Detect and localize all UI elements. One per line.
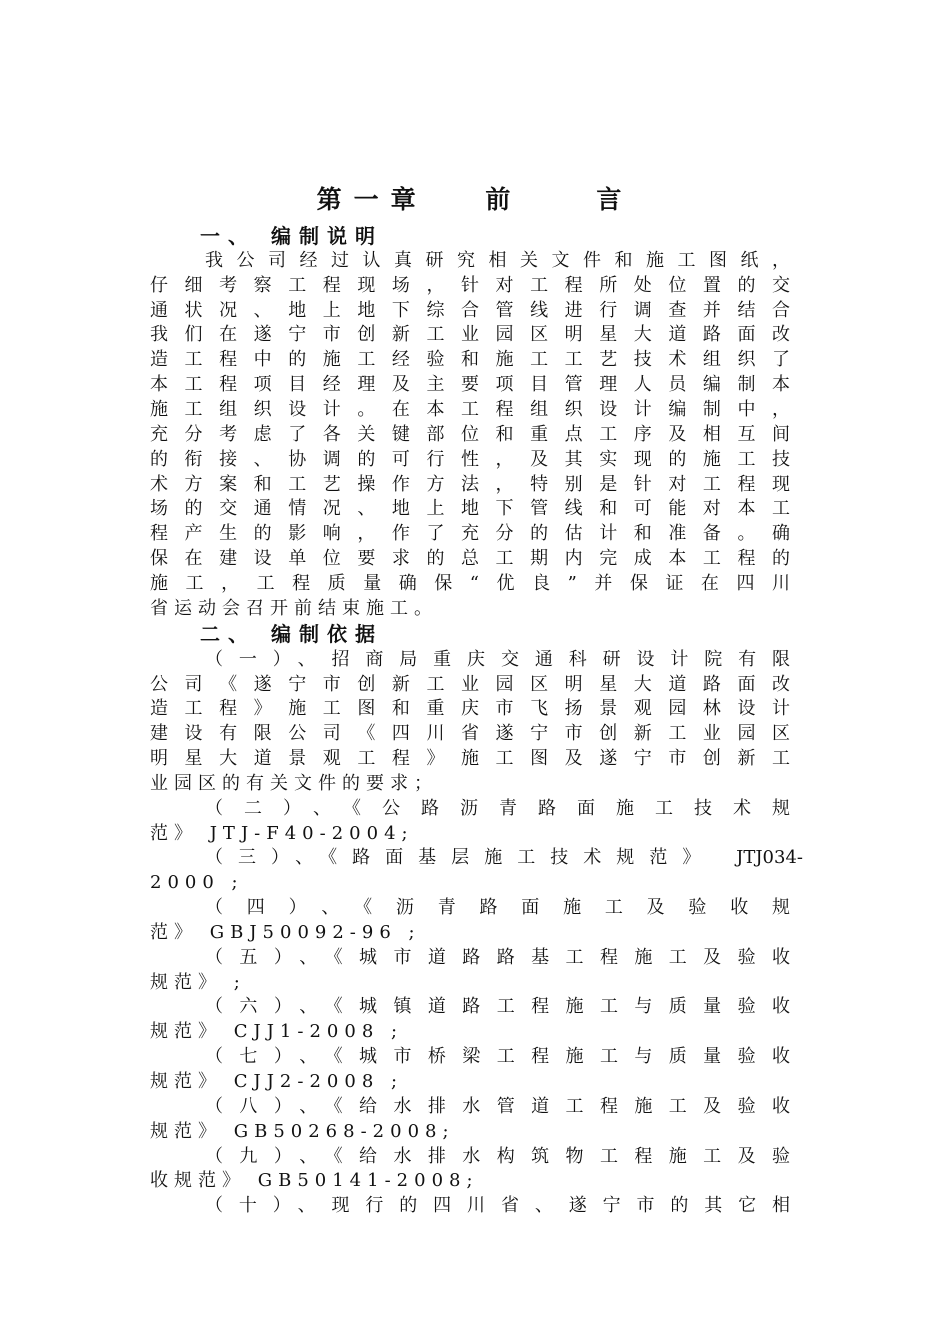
paragraph-line: 明星大道景观工程》施工图及遂宁市创新工 (150, 748, 790, 769)
section-heading-compilation-notes: 一、 编制说明 (200, 224, 383, 248)
paragraph-line: 规范》 CJJ2-2008 ; (150, 1071, 404, 1092)
paragraph-line: 规范》 GB50268-2008; (150, 1121, 455, 1142)
paragraph-line: 场的交通情况、地上地下管线和可能对本工 (150, 498, 790, 519)
paragraph-line: 保在建设单位要求的总工期内完成本工程的 (150, 548, 790, 569)
paragraph-line: 收规范》 GB50141-2008; (150, 1170, 479, 1191)
paragraph-line: 通状况、地上地下综合管线进行调查并结合 (150, 300, 790, 321)
paragraph-line: 术方案和工艺操作方法，特别是针对工程现 (150, 474, 790, 495)
section-heading-compilation-basis: 二、 编制依据 (200, 622, 383, 646)
paragraph-line: 业园区的有关文件的要求； (150, 773, 438, 794)
paragraph-line: 范》 JTJ-F40-2004; (150, 823, 414, 844)
paragraph-line: （四）、《沥青路面施工及验收规 (205, 897, 790, 918)
paragraph-line: 本工程项目经理及主要项目管理人员编制本 (150, 374, 790, 395)
paragraph-line: 规范》 CJJ1-2008 ; (150, 1021, 404, 1042)
paragraph-line: 的衔接、协调的可行性，及其实现的施工技 (150, 449, 790, 470)
paragraph-line: （二）、《公路沥青路面施工技术规 (205, 798, 790, 819)
paragraph-line: 施工组织设计。在本工程组织设计编制中， (150, 399, 790, 420)
paragraph-line: 充分考虑了各关键部位和重点工序及相互间 (150, 424, 790, 445)
paragraph-line: 公司《遂宁市创新工业园区明星大道路面改 (150, 674, 790, 695)
paragraph-line: （一）、招商局重庆交通科研设计院有限 (205, 649, 790, 670)
paragraph-line: 建设有限公司《四川省遂宁市创新工业园区 (150, 723, 790, 744)
paragraph-line: （七）、《城市桥梁工程施工与质量验收 (205, 1046, 790, 1067)
chapter-title: 第一章 前 言 (316, 185, 634, 214)
paragraph-line: （十）、现行的四川省、遂宁市的其它相 (205, 1195, 790, 1216)
paragraph-line: （五）、《城市道路路基工程施工及验收 (205, 947, 790, 968)
paragraph-line: 仔细考察工程现场，针对工程所处位置的交 (150, 275, 790, 296)
paragraph-line: 我公司经过认真研究相关文件和施工图纸， (205, 250, 790, 271)
paragraph-line: 施工，工程质量确保“优良”并保证在四川 (150, 573, 790, 594)
paragraph-line: 省运动会召开前结束施工。 (150, 598, 438, 619)
paragraph-line: 造工程中的施工经验和施工工艺技术组织了 (150, 349, 790, 370)
paragraph-line: 造工程》施工图和重庆市飞扬景观园林设计 (150, 698, 790, 719)
paragraph-line: 范》 GBJ50092-96 ; (150, 922, 421, 943)
paragraph-line: （六）、《城镇道路工程施工与质量验收 (205, 996, 790, 1017)
paragraph-line: 规范》 ; (150, 972, 246, 993)
paragraph-line: 我们在遂宁市创新工业园区明星大道路面改 (150, 324, 790, 345)
paragraph-line: （九）、《给水排水构筑物工程施工及验 (205, 1146, 790, 1167)
paragraph-line: 2000 ; (150, 872, 244, 893)
paragraph-line: （八）、《给水排水管道工程施工及验收 (205, 1096, 790, 1117)
paragraph-line: （三）、《路面基层施工技术规范》 JTJ034- (205, 847, 803, 868)
paragraph-line: 程产生的影响，作了充分的估计和准备。确 (150, 523, 790, 544)
